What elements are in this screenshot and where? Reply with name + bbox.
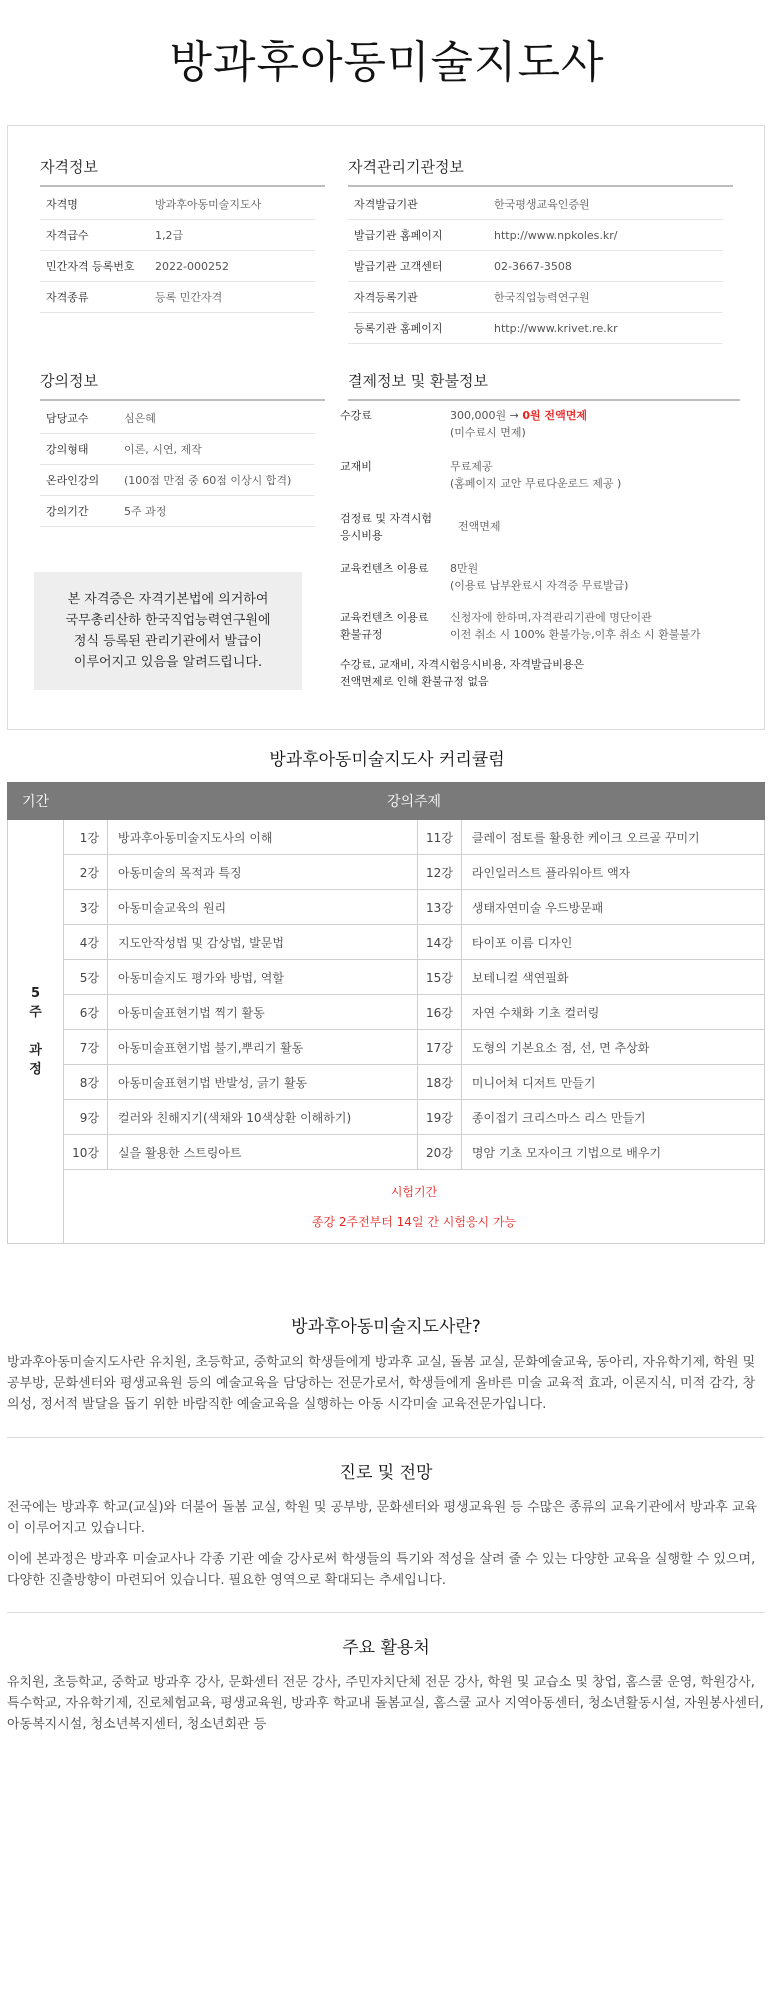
curriculum-title: 방과후아동미술지도사 커리큘럼 xyxy=(269,750,505,770)
payment-info-heading: 결제정보 및 환불정보 xyxy=(348,370,740,401)
notice-line: 국무총리산하 한국직업능력연구원에 xyxy=(65,613,271,628)
lecture-key: 강의기간 xyxy=(46,505,89,518)
content-fee-label: 교육컨텐츠 이용료 xyxy=(340,562,429,575)
table-row xyxy=(8,1065,765,1100)
topic-column-header: 강의주제 xyxy=(64,783,765,820)
lecture-number: 15강 xyxy=(417,960,461,995)
lecture-number: 9강 xyxy=(64,1100,108,1135)
notice-line: 본 자격증은 자격기본법에 의거하여 xyxy=(67,592,269,607)
lecture-topic: 미니어쳐 디저트 만들기 xyxy=(461,1065,764,1100)
org-key: 등록기관 홈페이지 xyxy=(354,322,443,335)
lecture-topic: 보테니컬 색연필화 xyxy=(461,960,764,995)
exam-row xyxy=(8,1170,765,1244)
org-row xyxy=(348,282,723,313)
lecture-row xyxy=(40,465,315,496)
notice-box xyxy=(34,572,302,690)
lecture-number: 3강 xyxy=(64,890,108,925)
career-title: 진로 및 전망 xyxy=(339,1463,433,1483)
lecture-number: 8강 xyxy=(64,1065,108,1100)
lecture-number: 1강 xyxy=(64,820,108,855)
page-title: 방과후아동미술지도사 xyxy=(169,37,605,88)
table-row xyxy=(8,820,765,855)
qual-key: 자격종류 xyxy=(46,291,89,304)
registry-homepage-link[interactable]: http://www.krivet.re.kr xyxy=(494,322,618,335)
lecture-key: 담당교수 xyxy=(46,412,89,425)
period-column-header: 기간 xyxy=(8,783,64,820)
table-row xyxy=(8,995,765,1030)
about-section xyxy=(7,1312,765,1415)
lecture-topic: 라인일러스트 플라워아트 액자 xyxy=(461,855,764,890)
lecture-number: 20강 xyxy=(417,1135,461,1170)
qual-value: 등록 민간자격 xyxy=(155,291,223,304)
table-row xyxy=(8,1100,765,1135)
lecture-topic: 종이접기 크리스마스 리스 만들기 xyxy=(461,1100,764,1135)
lecture-key: 강의형태 xyxy=(46,443,89,456)
lecture-number: 10강 xyxy=(64,1135,108,1170)
lecture-topic: 도형의 기본요소 점, 선, 면 추상화 xyxy=(461,1030,764,1065)
refund-label-2: 환불규정 xyxy=(340,628,383,641)
tuition-free: 0원 전액면제 xyxy=(522,409,587,422)
textbook-row xyxy=(340,459,750,493)
period-cell: 5 주 과 정 xyxy=(8,820,64,1244)
career-body: 전국에는 방과후 학교(교실)와 더불어 돌봄 교실, 학원 및 공부방, 문화센터와 평생교육원 등 수많은 종류의 교육기관에서 방과후 교육이 이루어지고 있습니다. xyxy=(7,1500,758,1536)
exam-fee-row xyxy=(340,511,750,545)
textbook-value: 무료제공 xyxy=(450,460,493,473)
table-row xyxy=(8,960,765,995)
org-row xyxy=(348,313,723,344)
qual-info-heading: 자격정보 xyxy=(40,156,325,187)
exam-title: 시험기간 xyxy=(390,1184,438,1199)
lecture-row xyxy=(40,496,315,527)
exam-desc: 종강 2주전부터 14일 간 시험응시 가능 xyxy=(311,1214,517,1229)
career-section xyxy=(7,1458,765,1591)
table-row xyxy=(8,925,765,960)
tuition-row xyxy=(340,408,750,442)
qual-value: 1,2급 xyxy=(155,229,184,242)
org-value: 한국직업능력연구원 xyxy=(494,291,590,304)
section-divider xyxy=(7,1612,765,1613)
usage-body: 유치원, 초등학교, 중학교 방과후 강사, 문화센터 전문 강사, 주민자치단체 전문 강사, 학원 및 교습소 및 창업, 홈스쿨 운영, 학원강사, 특수학교, 자유학기제, 진로체험교육, 평생교육원, 방과후 학교내 돌봄교실, 홈스쿨 교사 지역아동센터, 청소년활동시설, 자원봉사센터, 아동복지시설, 청소년복지센터, 청소년회관 등 xyxy=(7,1675,764,1732)
lecture-value: 심은혜 xyxy=(124,412,156,425)
qual-key: 자격명 xyxy=(46,198,78,211)
textbook-label: 교재비 xyxy=(340,460,372,473)
exam-fee-value: 전액면제 xyxy=(458,520,501,533)
qual-key: 자격급수 xyxy=(46,229,89,242)
qual-row xyxy=(40,189,315,220)
lecture-number: 5강 xyxy=(64,960,108,995)
textbook-note: (홈페이지 교안 무료다운로드 제공 ) xyxy=(450,477,622,490)
tuition-label: 수강료 xyxy=(340,409,372,422)
refund-footer-line: 수강료, 교재비, 자격시험응시비용, 자격발급비용은 xyxy=(340,658,585,671)
notice-line: 이루어지고 있음을 알려드립니다. xyxy=(73,655,263,670)
qual-row xyxy=(40,282,315,313)
content-fee-row xyxy=(340,561,750,595)
lecture-number: 16강 xyxy=(417,995,461,1030)
lecture-topic: 아동미술교육의 원리 xyxy=(108,890,418,925)
lecture-topic: 지도안작성법 및 감상법, 발문법 xyxy=(108,925,418,960)
qual-row xyxy=(40,220,315,251)
qual-key: 민간자격 등록번호 xyxy=(46,260,135,273)
lecture-topic: 타이포 이름 디자인 xyxy=(461,925,764,960)
curriculum-table xyxy=(7,782,765,1244)
about-body: 방과후아동미술지도사란 유치원, 초등학교, 중학교의 학생들에게 방과후 교실, 돌봄 교실, 문화예술교육, 동아리, 자유학기제, 학원 및 공부방, 문화센터와 평생교육원 등의 예술교육을 담당하는 전문가로서, 학생들에게 올바른 미술 교육적 효과, 이론지식, 미적 감각, 창의성, 정서적 발달을 돕기 위한 바람직한 예술교육을 실행하는 아동 시각미술 교육전문가입니다. xyxy=(7,1355,756,1412)
lecture-topic: 명암 기초 모자이크 기법으로 배우기 xyxy=(461,1135,764,1170)
lecture-info-heading: 강의정보 xyxy=(40,370,325,401)
usage-section xyxy=(7,1633,765,1735)
lecture-number: 12강 xyxy=(417,855,461,890)
qual-value: 2022-000252 xyxy=(155,260,229,273)
lecture-number: 2강 xyxy=(64,855,108,890)
table-row xyxy=(8,890,765,925)
qual-row xyxy=(40,251,315,282)
lecture-number: 4강 xyxy=(64,925,108,960)
lecture-topic: 실을 활용한 스트링아트 xyxy=(108,1135,418,1170)
refund-footer xyxy=(340,657,750,691)
org-row xyxy=(348,251,723,282)
usage-title: 주요 활용처 xyxy=(342,1638,430,1658)
table-row xyxy=(8,1030,765,1065)
qual-value: 방과후아동미술지도사 xyxy=(155,198,262,211)
lecture-number: 13강 xyxy=(417,890,461,925)
lecture-value: 이론, 시연, 제작 xyxy=(124,443,202,456)
org-info-heading: 자격관리기관정보 xyxy=(348,156,733,187)
refund-footer-line: 전액면제로 인해 환불규정 없음 xyxy=(340,675,489,688)
refund-row xyxy=(340,610,750,644)
lecture-topic: 아동미술의 목적과 특징 xyxy=(108,855,418,890)
org-row xyxy=(348,220,723,251)
org-key: 자격등록기관 xyxy=(354,291,418,304)
org-homepage-link[interactable]: http://www.npkoles.kr/ xyxy=(494,229,618,242)
content-fee-value: 8만원 xyxy=(450,562,479,575)
lecture-topic: 클레이 점토를 활용한 케이크 오르골 꾸미기 xyxy=(461,820,764,855)
lecture-number: 7강 xyxy=(64,1030,108,1065)
exam-cell xyxy=(64,1170,765,1244)
table-row xyxy=(8,855,765,890)
lecture-topic: 방과후아동미술지도사의 이해 xyxy=(108,820,418,855)
lecture-topic: 아동미술지도 평가와 방법, 역할 xyxy=(108,960,418,995)
refund-line: 이전 취소 시 100% 환불가능,이후 취소 시 환불불가 xyxy=(450,628,701,641)
org-key: 발급기관 고객센터 xyxy=(354,260,443,273)
org-value: 02-3667-3508 xyxy=(494,260,572,273)
lecture-number: 11강 xyxy=(417,820,461,855)
section-divider xyxy=(7,1437,765,1438)
lecture-row xyxy=(40,434,315,465)
lecture-key: 온라인강의 xyxy=(46,474,100,487)
lecture-topic: 컬러와 친해지기(색채와 10색상환 이해하기) xyxy=(108,1100,418,1135)
table-row xyxy=(8,1135,765,1170)
lecture-number: 18강 xyxy=(417,1065,461,1100)
lecture-topic: 생태자연미술 우드방문패 xyxy=(461,890,764,925)
lecture-number: 6강 xyxy=(64,995,108,1030)
refund-label: 교육컨텐츠 이용료 xyxy=(340,611,429,624)
lecture-topic: 아동미술표현기법 찍기 활동 xyxy=(108,995,418,1030)
lecture-topic: 자연 수채화 기초 컬러링 xyxy=(461,995,764,1030)
org-key: 자격발급기관 xyxy=(354,198,418,211)
lecture-topic: 아동미술표현기법 반발성, 긁기 활동 xyxy=(108,1065,418,1100)
lecture-number: 17강 xyxy=(417,1030,461,1065)
org-value: 한국평생교육인증원 xyxy=(494,198,590,211)
lecture-value: (100점 만점 중 60점 이상시 합격) xyxy=(124,474,292,487)
exam-fee-label: 검정료 및 자격시험 xyxy=(340,512,433,525)
refund-line: 신청자에 한하며,자격관리기관에 명단이관 xyxy=(450,611,652,624)
exam-fee-label-2: 응시비용 xyxy=(340,529,383,542)
org-key: 발급기관 홈페이지 xyxy=(354,229,443,242)
lecture-number: 14강 xyxy=(417,925,461,960)
about-title: 방과후아동미술지도사란? xyxy=(291,1317,481,1337)
lecture-topic: 아동미술표현기법 불기,뿌리기 활동 xyxy=(108,1030,418,1065)
notice-line: 정식 등록된 관리기관에서 발급이 xyxy=(73,634,263,649)
lecture-row xyxy=(40,403,315,434)
lecture-number: 19강 xyxy=(417,1100,461,1135)
content-fee-note: (이용료 납부완료시 자격증 무료발급) xyxy=(450,579,629,592)
tuition-price: 300,000원 → xyxy=(450,409,523,422)
org-row xyxy=(348,189,723,220)
lecture-value: 5주 과정 xyxy=(124,505,167,518)
tuition-note: (미수료시 면제) xyxy=(450,426,526,439)
career-body: 이에 본과정은 방과후 미술교사나 각종 기관 예술 강사로써 학생들의 특기와 적성을 살려 줄 수 있는 다양한 교육을 실행할 수 있으며, 다양한 진출방향이 마련되어 있습니다. 필요한 영역으로 확대되는 추세입니다. xyxy=(7,1552,756,1588)
